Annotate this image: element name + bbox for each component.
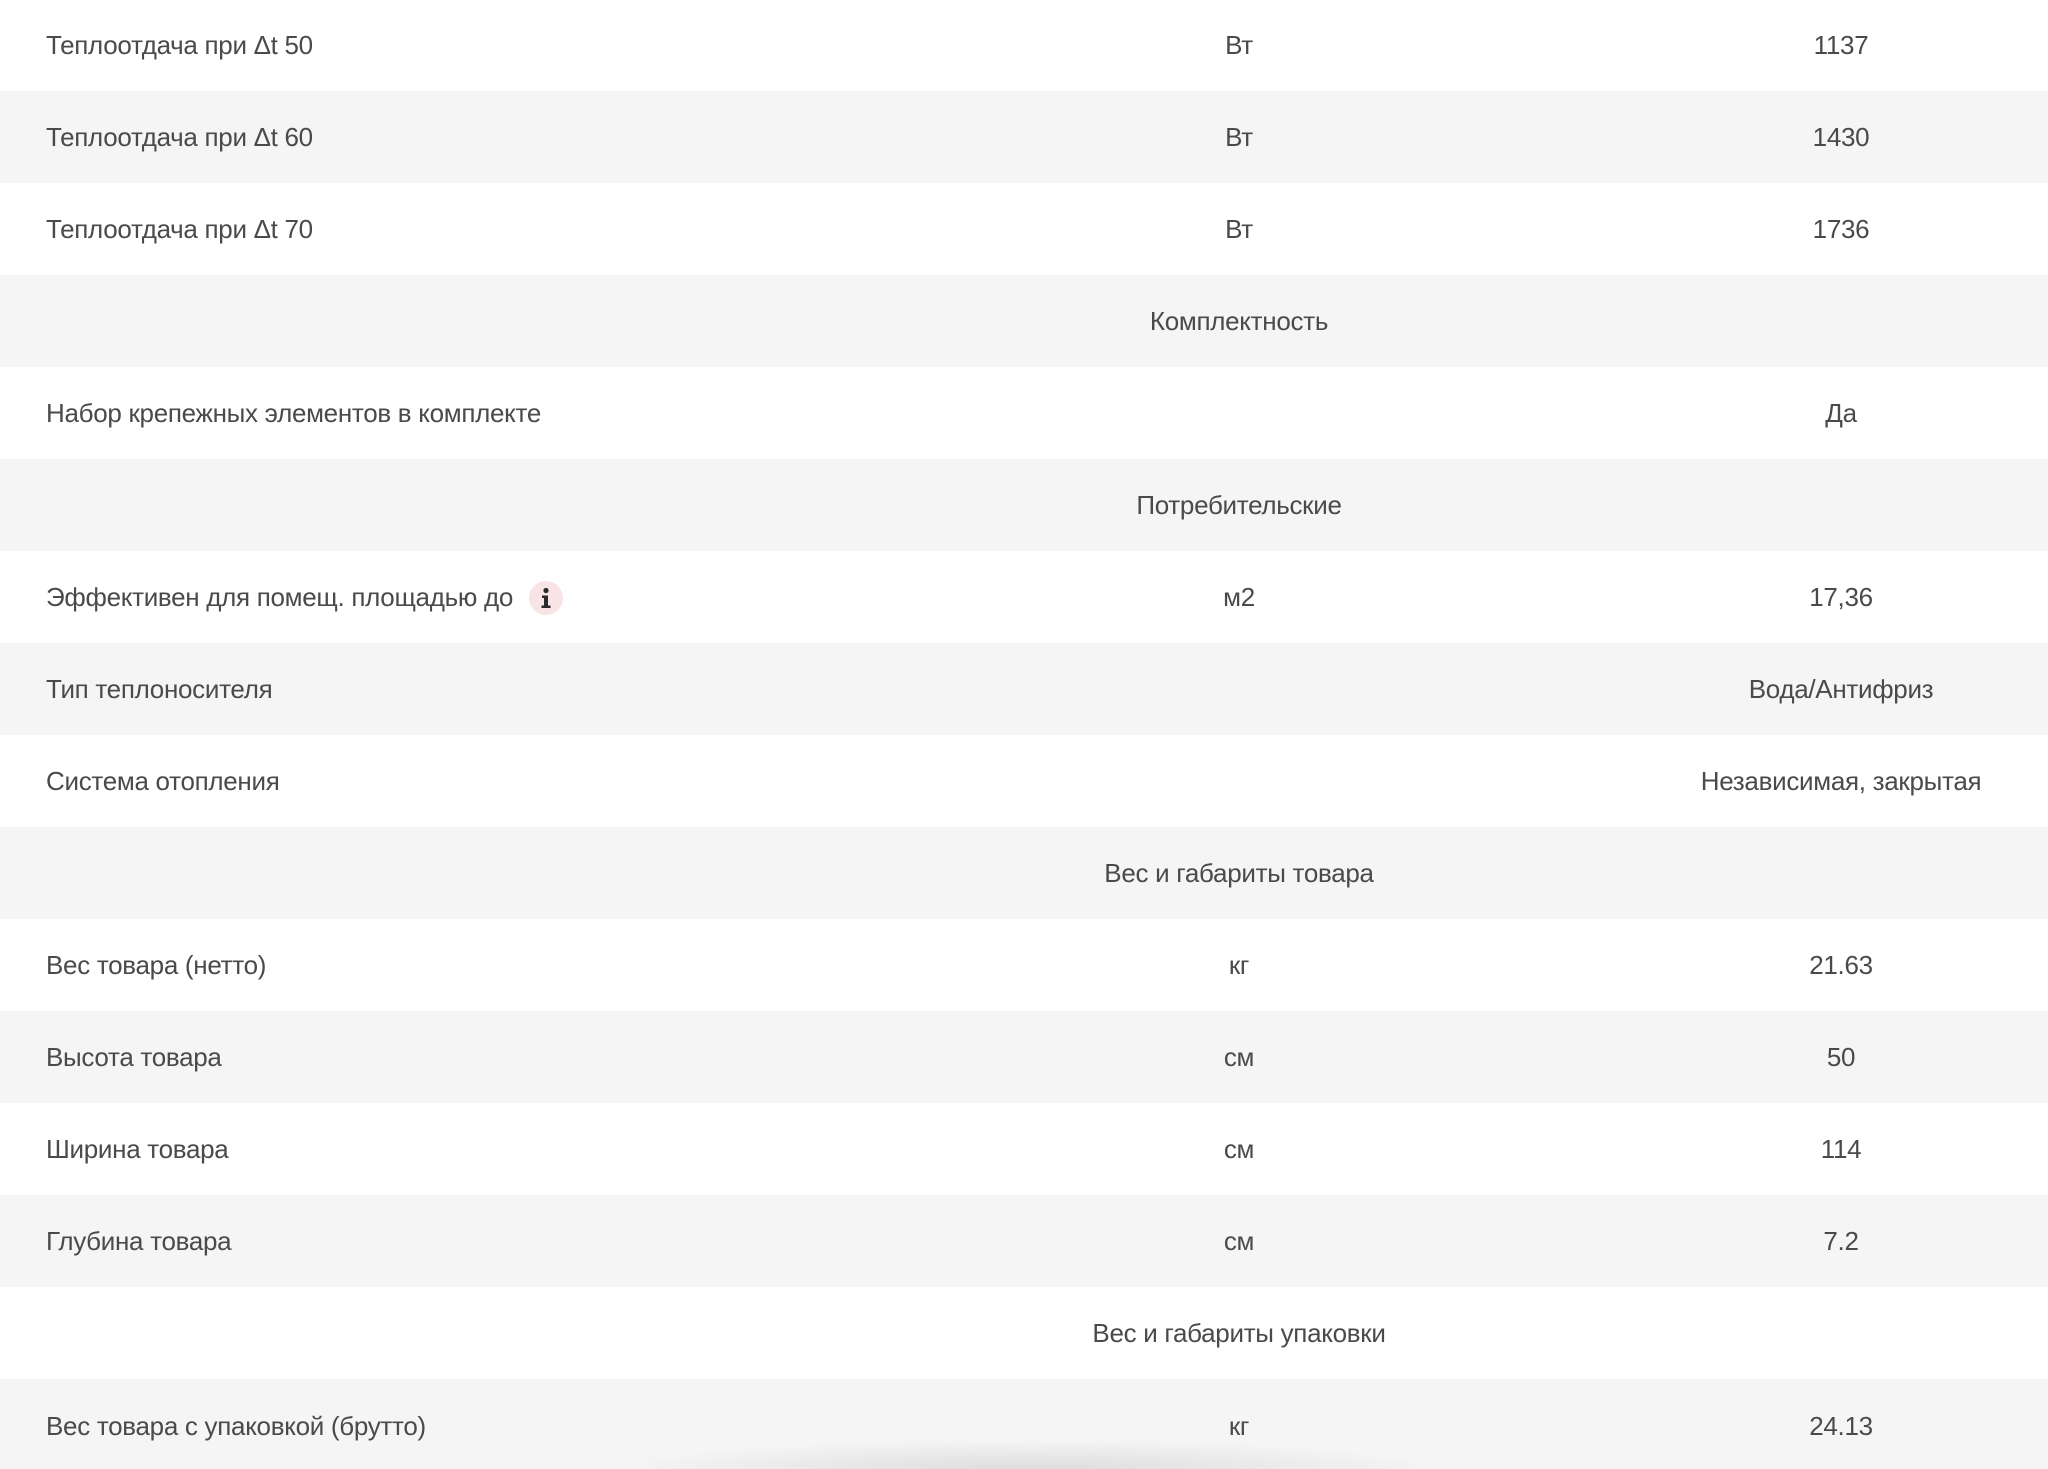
spec-unit: см: [1223, 1133, 1255, 1164]
section-header-row: [0, 459, 2048, 551]
section-header-row: [0, 827, 2048, 919]
spec-unit: см: [1223, 1225, 1255, 1256]
spec-name: Тип теплоносителя: [46, 673, 273, 704]
spec-row: [0, 1195, 2048, 1287]
spec-name: Теплоотдача при Δt 50: [46, 30, 313, 60]
spec-name: Эффективен для помещ. площадью до: [46, 581, 513, 612]
spec-value: 1137: [1813, 30, 1869, 60]
spec-value: 1736: [1812, 213, 1870, 244]
spec-unit: кг: [1228, 1410, 1250, 1441]
spec-value: 50: [1826, 1041, 1856, 1072]
spec-row: [0, 919, 2048, 1011]
spec-unit: [1139, 643, 1339, 735]
spec-row: [0, 1103, 2048, 1195]
spec-name: Теплоотдача при Δt 60: [46, 121, 313, 152]
spec-row: [0, 183, 2048, 275]
spec-row: [0, 1011, 2048, 1103]
spec-name: Теплоотдача при Δt 70: [46, 213, 313, 244]
spec-unit: м2: [1223, 581, 1255, 612]
spec-name: Высота товара: [46, 1041, 222, 1072]
spec-row: [0, 367, 2048, 459]
spec-row: [0, 735, 2048, 827]
spec-row: [0, 91, 2048, 183]
spec-name: Система отопления: [46, 765, 280, 796]
spec-row: [0, 643, 2048, 735]
spec-unit: Вт: [1225, 121, 1253, 152]
section-title: Потребительские: [1136, 489, 1342, 520]
spec-value: Независимая, закрытая: [1700, 765, 1982, 796]
spec-value: 24.13: [1809, 1410, 1873, 1441]
spec-row: [0, 551, 2048, 643]
section-title: Вес и габариты товара: [1104, 857, 1374, 888]
spec-unit: Вт: [1225, 30, 1253, 60]
section-title: Комплектность: [1149, 305, 1329, 336]
spec-unit: кг: [1228, 949, 1250, 980]
spec-value: 114: [1820, 1133, 1862, 1164]
spec-value: Вода/Антифриз: [1748, 673, 1934, 704]
spec-name: Набор крепежных элементов в комплекте: [46, 397, 541, 428]
info-icon-glyph: [539, 587, 553, 609]
spec-name: Вес товара (нетто): [46, 949, 267, 980]
spec-value: 7.2: [1823, 1225, 1859, 1256]
spec-value: 17,36: [1809, 581, 1873, 612]
spec-unit: см: [1223, 1041, 1255, 1072]
spec-unit: Вт: [1225, 213, 1253, 244]
section-header-row: [0, 1287, 2048, 1379]
spec-name: Глубина товара: [46, 1225, 232, 1256]
spec-row: [0, 1379, 2048, 1469]
spec-row: [0, 0, 2048, 91]
section-title: Вес и габариты упаковки: [1092, 1317, 1386, 1348]
spec-value: Да: [1825, 397, 1857, 428]
spec-name: Вес товара с упаковкой (брутто): [46, 1410, 426, 1441]
spec-name-with-info: [46, 551, 563, 643]
spec-value: 21.63: [1809, 949, 1873, 980]
spec-value: 1430: [1812, 121, 1870, 152]
info-icon[interactable]: [529, 581, 563, 615]
spec-unit: [1139, 367, 1339, 459]
spec-name: Ширина товара: [46, 1133, 229, 1164]
section-header-row: [0, 275, 2048, 367]
spec-unit: [1139, 735, 1339, 827]
